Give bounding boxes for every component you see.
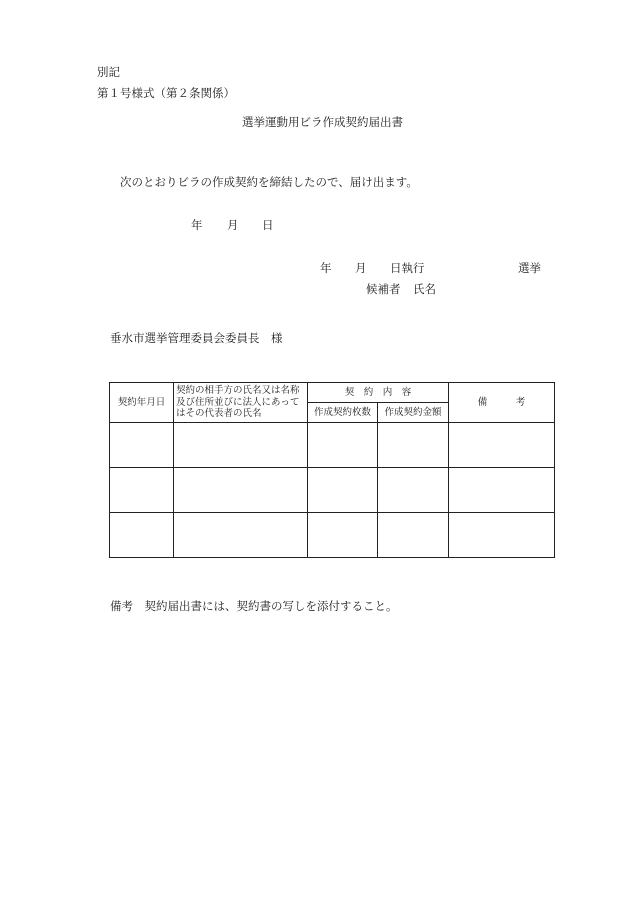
header-contract-amount: 作成契約金額 <box>378 403 449 423</box>
contract-table <box>109 382 555 558</box>
candidate-name-label: 氏名 <box>413 282 436 296</box>
election-day-executed-label: 日執行 <box>390 261 425 275</box>
cell-party <box>174 468 308 513</box>
date-year-label: 年 <box>191 218 203 232</box>
date-day-label: 日 <box>262 218 274 232</box>
election-month-label: 月 <box>355 261 367 275</box>
election-label: 選挙 <box>518 261 541 275</box>
table-row <box>110 423 555 468</box>
document-title: 選挙運動用ビラ作成契約届出書 <box>242 115 403 129</box>
cell-amount <box>378 513 449 558</box>
header-contract-party: 契約の相手方の氏名又は名称及び住所並びに法人にあってはその代表者の氏名 <box>174 383 308 423</box>
intro-text: 次のとおりビラの作成契約を締結したので、届け出ます。 <box>120 175 418 189</box>
table-row <box>110 513 555 558</box>
cell-remarks <box>449 513 555 558</box>
cell-amount <box>378 468 449 513</box>
election-year-label: 年 <box>320 261 332 275</box>
cell-party <box>174 423 308 468</box>
cell-amount <box>378 423 449 468</box>
cell-sheets <box>308 423 378 468</box>
cell-remarks <box>449 468 555 513</box>
form-number: 第１号様式（第２条関係） <box>97 86 235 100</box>
date-month-label: 月 <box>227 218 239 232</box>
cell-party <box>174 513 308 558</box>
candidate-label: 候補者 <box>366 282 401 296</box>
addressee: 垂水市選挙管理委員会委員長 様 <box>110 331 283 345</box>
appendix-label: 別記 <box>97 65 120 79</box>
header-contract-date: 契約年月日 <box>110 383 174 423</box>
cell-date <box>110 423 174 468</box>
cell-date <box>110 468 174 513</box>
header-remarks: 備 考 <box>449 383 555 423</box>
remarks-note: 備考 契約届出書には、契約書の写しを添付すること。 <box>110 599 398 613</box>
cell-sheets <box>308 513 378 558</box>
cell-date <box>110 513 174 558</box>
header-contract-contents: 契 約 内 容 <box>308 383 449 403</box>
table-header-row <box>110 383 555 403</box>
header-sheet-count: 作成契約枚数 <box>308 403 378 423</box>
table-row <box>110 468 555 513</box>
cell-remarks <box>449 423 555 468</box>
cell-sheets <box>308 468 378 513</box>
